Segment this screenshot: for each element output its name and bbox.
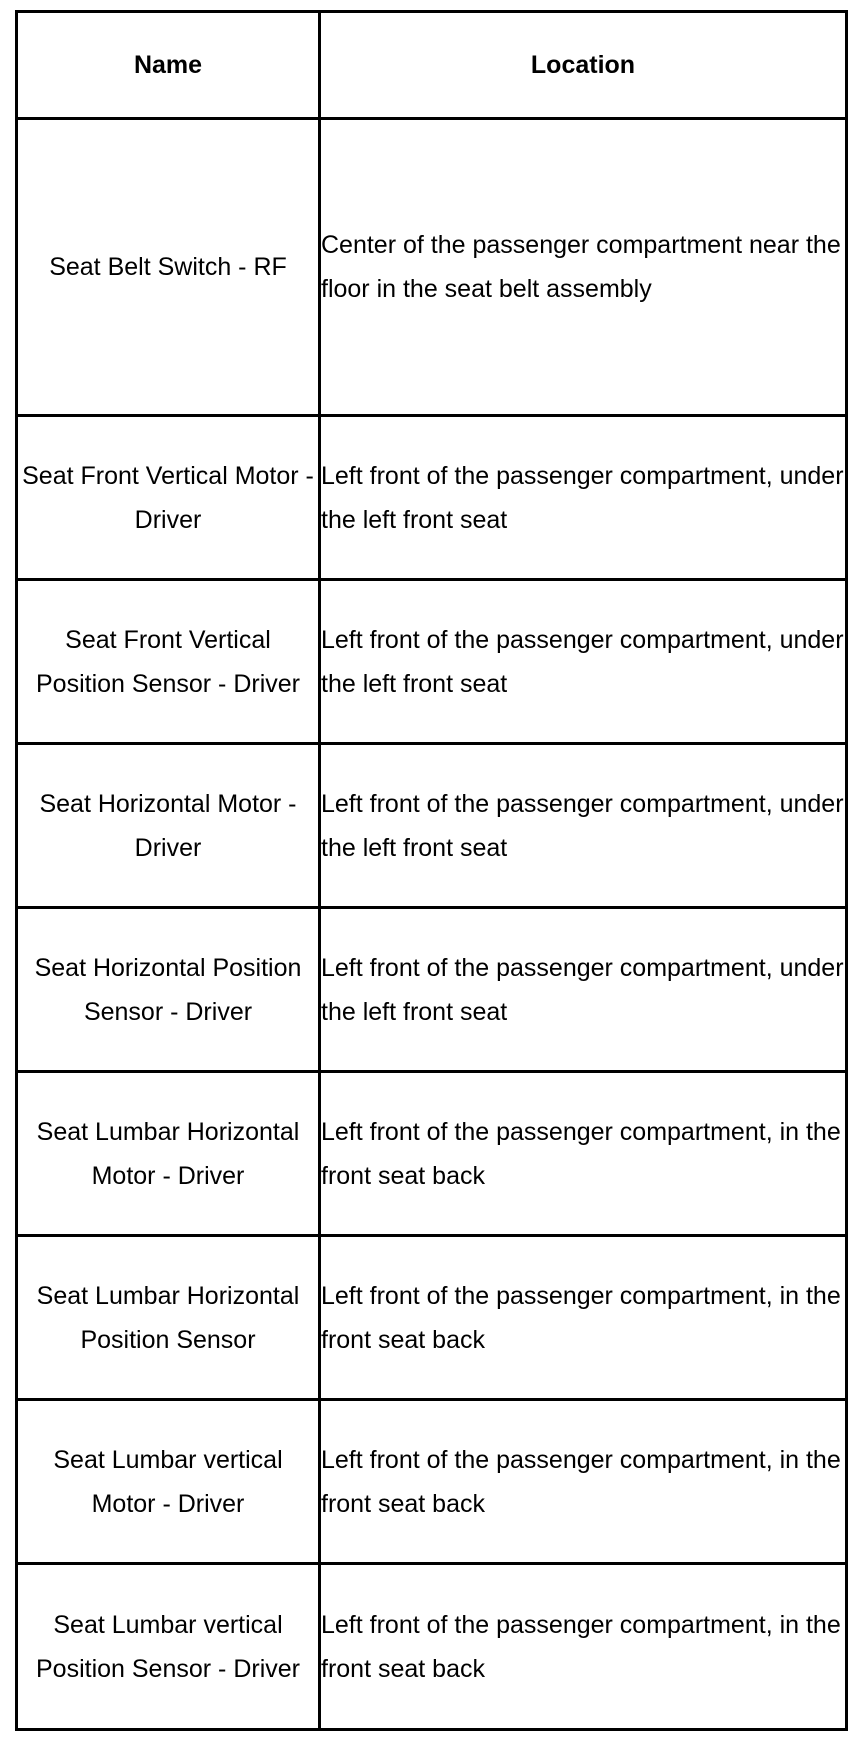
component-location-cell: Left front of the passenger compartment, under the left front seat: [320, 744, 847, 908]
component-location-cell: Left front of the passenger compartment, in the front seat back: [320, 1564, 847, 1730]
name-column-header: Name: [17, 12, 320, 119]
component-name-cell: Seat Lumbar Horizontal Motor - Driver: [17, 1072, 320, 1236]
table-row: [17, 416, 847, 580]
component-location-cell: Center of the passenger compartment near the floor in the seat belt assembly: [320, 119, 847, 416]
location-column-header: Location: [320, 12, 847, 119]
component-location-cell: Left front of the passenger compartment, under the left front seat: [320, 908, 847, 1072]
table-row: [17, 744, 847, 908]
table-row: [17, 908, 847, 1072]
component-name-cell: Seat Lumbar Horizontal Position Sensor: [17, 1236, 320, 1400]
component-name-cell: Seat Lumbar vertical Motor - Driver: [17, 1400, 320, 1564]
table-row: [17, 1072, 847, 1236]
table-row: [17, 1236, 847, 1400]
component-location-cell: Left front of the passenger compartment, under the left front seat: [320, 416, 847, 580]
table-row: [17, 580, 847, 744]
component-location-cell: Left front of the passenger compartment, in the front seat back: [320, 1400, 847, 1564]
component-location-table: [15, 10, 848, 1731]
component-location-cell: Left front of the passenger compartment, in the front seat back: [320, 1236, 847, 1400]
component-location-cell: Left front of the passenger compartment, in the front seat back: [320, 1072, 847, 1236]
component-name-cell: Seat Belt Switch - RF: [17, 119, 320, 416]
component-name-cell: Seat Front Vertical Motor - Driver: [17, 416, 320, 580]
table-row: [17, 1400, 847, 1564]
component-name-cell: Seat Lumbar vertical Position Sensor - Driver: [17, 1564, 320, 1730]
component-location-cell: Left front of the passenger compartment, under the left front seat: [320, 580, 847, 744]
table-header-row: [17, 12, 847, 119]
component-name-cell: Seat Front Vertical Position Sensor - Driver: [17, 580, 320, 744]
component-name-cell: Seat Horizontal Position Sensor - Driver: [17, 908, 320, 1072]
table-row: [17, 119, 847, 416]
component-name-cell: Seat Horizontal Motor - Driver: [17, 744, 320, 908]
table-row: [17, 1564, 847, 1730]
